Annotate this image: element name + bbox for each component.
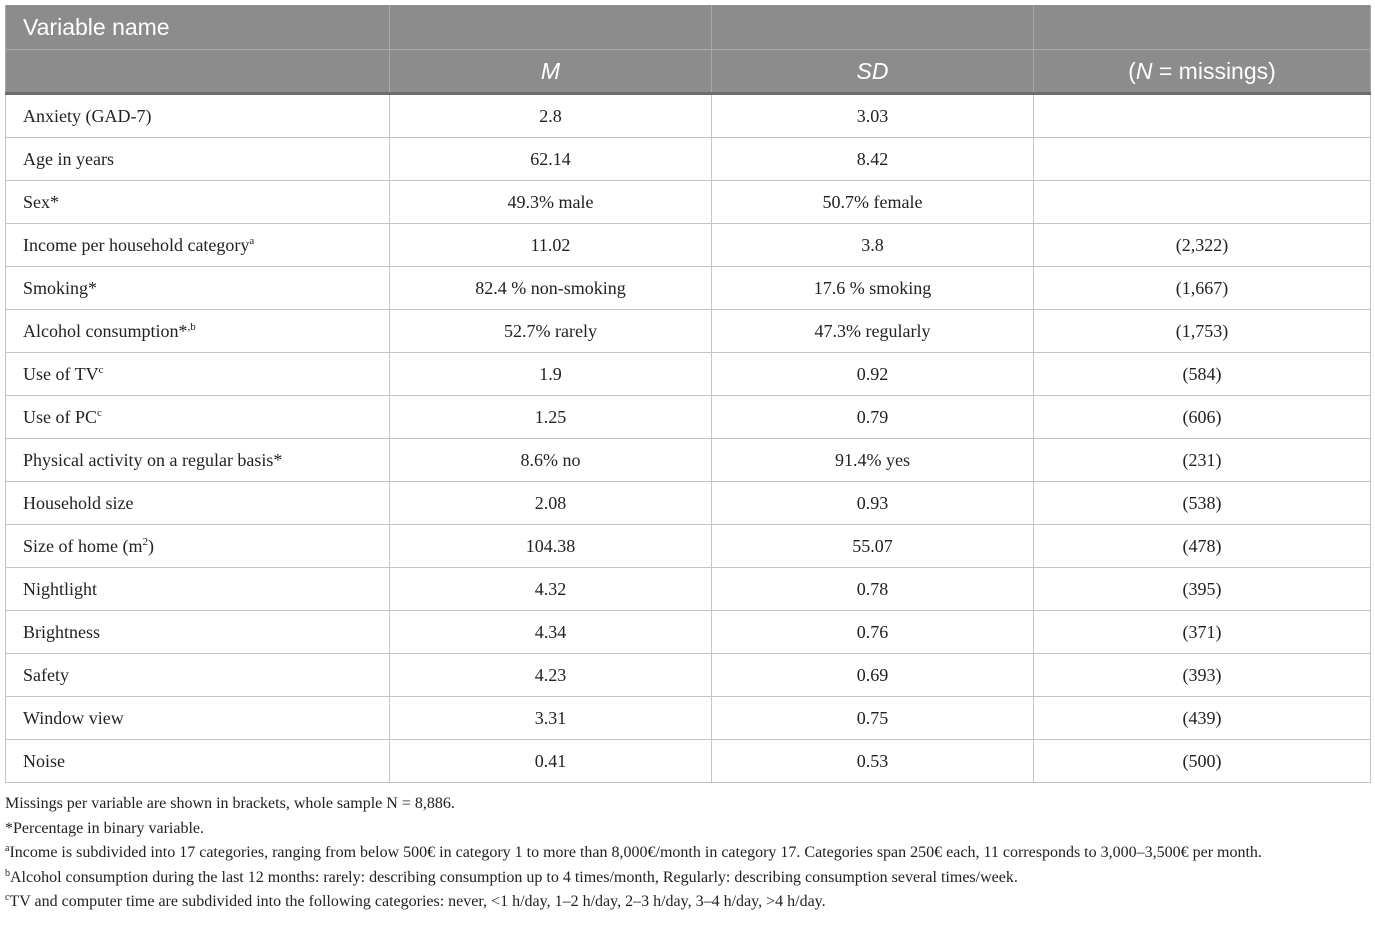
footnote-c <box>5 890 1370 915</box>
variable-name: Sex* <box>23 191 59 212</box>
mean-cell: 82.4 % non-smoking <box>390 267 712 310</box>
variable-name-cell <box>6 396 390 439</box>
table-figure <box>5 5 1370 915</box>
variable-name: Use of PC <box>23 406 98 427</box>
mean-cell: 62.14 <box>390 138 712 181</box>
missings-cell: (500) <box>1034 740 1371 783</box>
table-row <box>6 94 1371 138</box>
variable-name: Age in years <box>23 148 114 169</box>
sd-cell: 3.03 <box>712 94 1034 138</box>
variable-name: Nightlight <box>23 578 98 599</box>
table-row <box>6 611 1371 654</box>
missings-cell: (584) <box>1034 353 1371 396</box>
header-variable-name: Variable name <box>6 5 390 50</box>
sd-cell: 3.8 <box>712 224 1034 267</box>
missings-cell: (606) <box>1034 396 1371 439</box>
sd-cell: 0.78 <box>712 568 1034 611</box>
missings-cell: (393) <box>1034 654 1371 697</box>
sd-cell: 0.76 <box>712 611 1034 654</box>
variable-name: Smoking* <box>23 277 98 298</box>
missings-cell: (1,753) <box>1034 310 1371 353</box>
variable-name-cell <box>6 94 390 138</box>
header-missings-rest: = missings) <box>1152 57 1276 84</box>
missings-cell: (439) <box>1034 697 1371 740</box>
mean-cell: 4.23 <box>390 654 712 697</box>
footnote-a-text: Income is subdivided into 17 categories, ranging from below 500€ in category 1 to more than 8,000€/month in category 17. Categories span 250€ each, 11 corresponds to 3,000–3,500€ per month. <box>9 844 1262 861</box>
missings-cell: (231) <box>1034 439 1371 482</box>
sd-cell: 0.69 <box>712 654 1034 697</box>
variable-name-cell <box>6 740 390 783</box>
footnote-star: *Percentage in binary variable. <box>5 819 205 837</box>
variable-name-cell <box>6 611 390 654</box>
sd-cell: 50.7% female <box>712 181 1034 224</box>
header-blank <box>712 5 1034 50</box>
footnote-c-mark: c <box>5 892 10 903</box>
header-blank <box>390 5 712 50</box>
header-sd <box>712 50 1034 94</box>
header-mean <box>390 50 712 94</box>
table-row <box>6 353 1371 396</box>
table-body <box>6 94 1371 783</box>
mean-cell: 2.8 <box>390 94 712 138</box>
variable-name: Household size <box>23 492 134 513</box>
variable-name-cell <box>6 697 390 740</box>
footnote-b-text: Alcohol consumption during the last 12 months: rarely: describing consumption up to 4 times/month, Regularly: describing consumption several times/week. <box>10 868 1018 886</box>
table-row <box>6 697 1371 740</box>
table-footnotes <box>5 792 1370 915</box>
variable-name-cell <box>6 568 390 611</box>
table-row <box>6 439 1371 482</box>
mean-cell: 1.25 <box>390 396 712 439</box>
header-missings-open: ( <box>1128 57 1136 84</box>
sd-cell: 0.75 <box>712 697 1034 740</box>
variable-name: Anxiety (GAD-7) <box>23 105 152 126</box>
variable-name-cell <box>6 310 390 353</box>
header-missings-n: N <box>1135 57 1153 84</box>
variable-superscript: 2 <box>142 535 148 548</box>
variable-name: Safety <box>23 664 69 685</box>
table-row <box>6 740 1371 783</box>
sd-cell: 47.3% regularly <box>712 310 1034 353</box>
variable-superscript: ,b <box>187 320 196 333</box>
sd-cell: 91.4% yes <box>712 439 1034 482</box>
mean-cell: 4.32 <box>390 568 712 611</box>
table-row <box>6 181 1371 224</box>
variable-name: Size of home (m <box>23 535 143 556</box>
sd-cell: 55.07 <box>712 525 1034 568</box>
missings-cell: (1,667) <box>1034 267 1371 310</box>
table-row <box>6 654 1371 697</box>
table-row <box>6 482 1371 525</box>
missings-cell: (371) <box>1034 611 1371 654</box>
footnote-b-mark: b <box>5 867 10 879</box>
mean-cell: 104.38 <box>390 525 712 568</box>
mean-cell: 4.34 <box>390 611 712 654</box>
mean-cell: 0.41 <box>390 740 712 783</box>
variable-name: Alcohol consumption* <box>23 320 188 341</box>
variable-name: Window view <box>23 707 124 728</box>
missings-cell <box>1034 94 1371 138</box>
mean-cell: 2.08 <box>390 482 712 525</box>
variable-name: Noise <box>23 750 65 771</box>
variable-name-cell <box>6 654 390 697</box>
footnote-b <box>5 866 1370 891</box>
sd-cell: 0.53 <box>712 740 1034 783</box>
header-blank <box>1034 5 1371 50</box>
sd-cell: 0.79 <box>712 396 1034 439</box>
table-row <box>6 310 1371 353</box>
mean-cell: 3.31 <box>390 697 712 740</box>
variable-name: Brightness <box>23 621 101 642</box>
sd-cell: 8.42 <box>712 138 1034 181</box>
missings-cell <box>1034 138 1371 181</box>
mean-cell: 52.7% rarely <box>390 310 712 353</box>
variable-superscript: c <box>97 406 102 419</box>
variable-name-cell <box>6 181 390 224</box>
table-row <box>6 267 1371 310</box>
footnote-missings: Missings per variable are shown in brackets, whole sample N = 8,886. <box>5 795 455 812</box>
header-row-2 <box>6 50 1371 94</box>
mean-cell: 11.02 <box>390 224 712 267</box>
mean-cell: 49.3% male <box>390 181 712 224</box>
variable-name-cell <box>6 525 390 568</box>
variable-name: Physical activity on a regular basis* <box>23 449 283 470</box>
variable-name-cell <box>6 482 390 525</box>
variable-name-cell <box>6 138 390 181</box>
variable-name-cell <box>6 267 390 310</box>
variable-name-cell <box>6 224 390 267</box>
footnote-a <box>5 841 1370 866</box>
sd-cell: 0.93 <box>712 482 1034 525</box>
mean-cell: 1.9 <box>390 353 712 396</box>
table-row <box>6 568 1371 611</box>
sd-cell: 0.92 <box>712 353 1034 396</box>
variable-name-cell <box>6 439 390 482</box>
table-row <box>6 396 1371 439</box>
table-row <box>6 525 1371 568</box>
header-blank <box>6 50 390 94</box>
variable-name-cell <box>6 353 390 396</box>
variable-name: Use of TV <box>23 363 99 384</box>
variable-superscript: a <box>249 234 255 247</box>
variable-name-suffix: ) <box>147 535 154 556</box>
missings-cell: (478) <box>1034 525 1371 568</box>
missings-cell: (538) <box>1034 482 1371 525</box>
sd-cell: 17.6 % smoking <box>712 267 1034 310</box>
missings-cell <box>1034 181 1371 224</box>
table-row <box>6 138 1371 181</box>
missings-cell: (2,322) <box>1034 224 1371 267</box>
header-row-1 <box>6 5 1371 50</box>
descriptive-statistics-table <box>5 5 1371 783</box>
variable-name: Income per household category <box>23 234 250 255</box>
table-row <box>6 224 1371 267</box>
missings-cell: (395) <box>1034 568 1371 611</box>
mean-cell: 8.6% no <box>390 439 712 482</box>
header-missings <box>1034 50 1371 94</box>
footnote-a-mark: a <box>5 843 10 854</box>
header-mean-label: M <box>540 57 561 84</box>
variable-superscript: c <box>98 363 104 376</box>
footnote-c-text: TV and computer time are subdivided into the following categories: never, <1 h/day, 1–2 h/day, 2–3 h/day, 3–4 h/day, >4 h/day. <box>9 893 826 910</box>
header-sd-label: SD <box>856 57 889 84</box>
